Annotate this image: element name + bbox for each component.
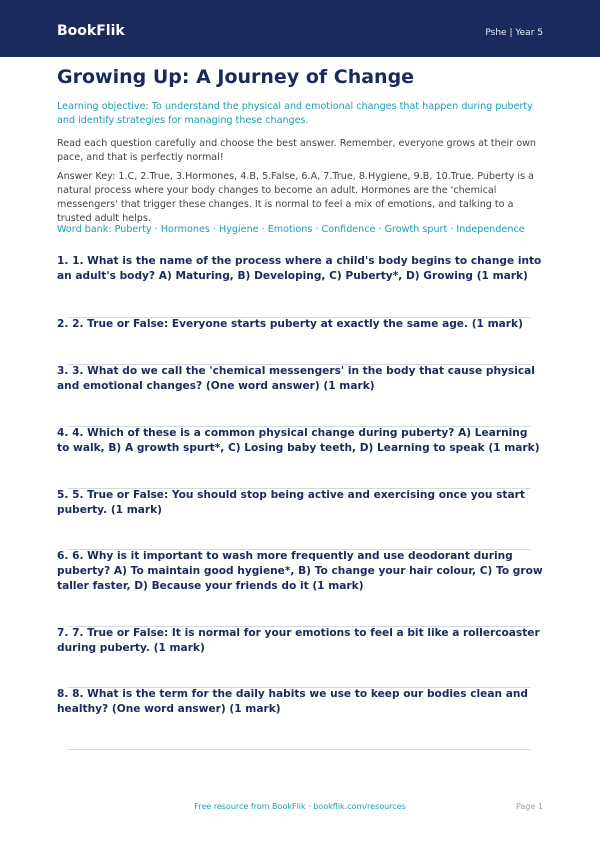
instructions: Read each question carefully and choose the best answer. Remember, everyone grows at their own pace, and that is perfectly normal! <box>57 138 537 163</box>
question-6: 6. 6. Why is it important to wash more frequently and use deodorant during puberty? A) To maintain good hygiene*, B) To change your hair colour, C) To grow taller faster, D) Because your friends do it (1 mark) <box>57 550 543 592</box>
brand-logo[interactable]: BookFlik <box>57 23 125 39</box>
question-7: 7. 7. True or False: It is normal for your emotions to feel a bit like a rollercoaster during puberty. (1 mark) <box>57 627 540 654</box>
word-bank: Word bank: Puberty · Hormones · Hygiene · Emotions · Confidence · Growth spurt · Independence <box>57 224 525 235</box>
learning-objective: Learning objective: To understand the physical and emotional changes that happen during puberty and identify strategies for managing these changes. <box>57 101 533 126</box>
question-1: 1. 1. What is the name of the process where a child's body begins to change into an adult's body? A) Maturing, B) Developing, C) Puberty*, D) Growing (1 mark) <box>57 255 542 282</box>
question-8: 8. 8. What is the term for the daily habits we use to keep our bodies clean and healthy? (One word answer) (1 mark) <box>57 688 528 715</box>
footer-credit[interactable]: Free resource from BookFlik · bookflik.com/resources <box>194 802 406 811</box>
answer-line[interactable] <box>68 749 531 750</box>
question-2: 2. 2. True or False: Everyone starts puberty at exactly the same age. (1 mark) <box>57 318 523 330</box>
subject-year-label: Pshe | Year 5 <box>485 28 543 38</box>
question-4: 4. 4. Which of these is a common physical change during puberty? A) Learning to walk, B) A growth spurt*, C) Losing baby teeth, D) Learning to speak (1 mark) <box>57 427 540 454</box>
question-3: 3. 3. What do we call the 'chemical messengers' in the body that cause physical and emotional changes? (One word answer) (1 mark) <box>57 365 535 392</box>
page-number: Page 1 <box>516 802 543 811</box>
question-5: 5. 5. True or False: You should stop being active and exercising once you start puberty. (1 mark) <box>57 489 525 516</box>
header-bar <box>0 0 600 57</box>
answer-key: Answer Key: 1.C, 2.True, 3.Hormones, 4.B, 5.False, 6.A, 7.True, 8.Hygiene, 9.B, 10.True. Puberty is a natural process where your body changes to become an adult. Hormones are the 'chemical messengers' that trigger these changes. It is normal to feel a mix of emotions, and talking to a trusted adult helps. <box>57 171 534 224</box>
page-title: Growing Up: A Journey of Change <box>57 66 415 88</box>
